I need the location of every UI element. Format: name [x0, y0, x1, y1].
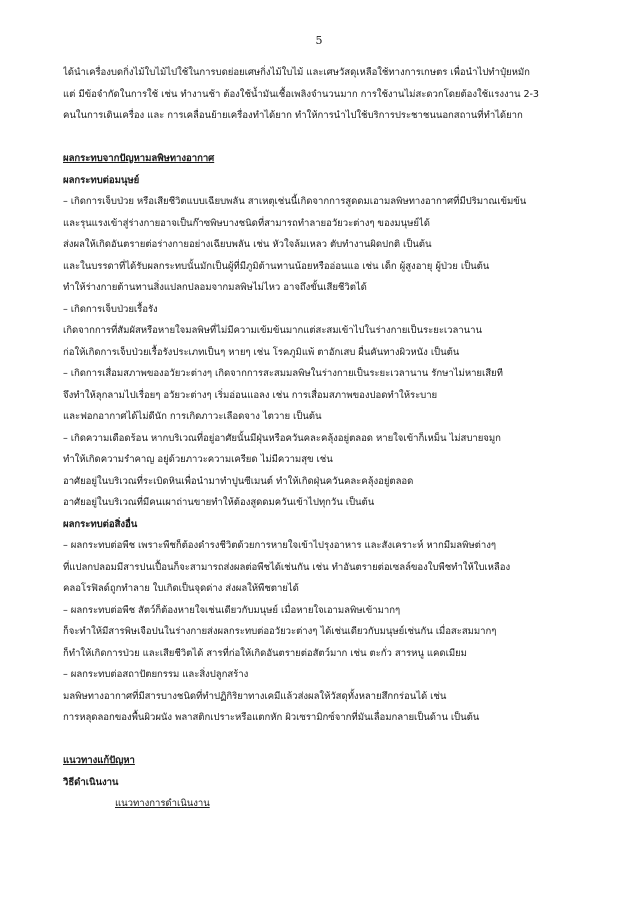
human-effects-line: – เกิดการเจ็บป่วยเรื้อรัง	[63, 303, 158, 315]
other-effects-line: มลพิษทางอากาศที่มีสารบางชนิดที่ทำปฏิกิริยาทางเคมีแล้วส่งผลให้วัสดุทั้งหลายสึกกร่อนได้ เช่น	[63, 690, 447, 702]
other-effects-line: – ผลกระทบต่อพืช สัตว์ก็ต้องหายใจเช่นเดียวกับมนุษย์ เมื่อหายใจเอามลพิษเข้ามากๆ	[63, 604, 401, 616]
other-effects-line: – ผลกระทบต่อพืช เพราะพืชก็ต้องดำรงชีวิตด้วยการหายใจเข้าไปรุงอาหาร และสังเคราะห์ หากมีมลพิษต่างๆ	[63, 540, 496, 551]
human-effects-line: อาศัยอยู่ในบริเวณที่มีคนเผาถ่านขายทำให้ต้องสูดดมควันเข้าไปทุกวัน เป็นต้น	[63, 497, 375, 508]
spacer	[63, 729, 598, 751]
human-effects-line: – เกิดการเจ็บป่วย หรือเสียชีวิตแบบเฉียบพลัน สาเหตุเช่นนี้เกิดจากการสูดดมเอามลพิษทางอากาศที่มีปริมาณเข้มข้น	[63, 196, 527, 207]
human-effects-heading: ผลกระทบต่อมนุษย์	[63, 174, 140, 186]
human-effects-line: ทำให้ร่างกายต้านทานสิ่งแปลกปลอมจากมลพิษไม่ไหว อาจถึงขั้นเสียชีวิตได้	[63, 282, 367, 293]
effects-section-heading: ผลกระทบจากปัญหามลพิษทางอากาศ	[63, 153, 215, 164]
intro-line-3: คนในการเดินเครื่อง และ การเคลื่อนย้ายเครื่องทำได้ยาก ทำให้การนำไปใช้บริการประชาชนนอกสถานที่ทำได้ยาก	[63, 110, 523, 121]
solutions-section-heading: แนวทางแก้ปัญหา	[63, 755, 135, 766]
other-effects-line: – ผลกระทบต่อสถาปัตยกรรม และสิ่งปลูกสร้าง	[63, 669, 249, 680]
other-effects-line: ที่แปลกปลอมมีสารปนเปื้อนก็จะสามารถส่งผลต่อพืชได้เช่นกัน เช่น ทำอันตรายต่อเซลล์ของใบพืชทำให้ใบเหลือง	[63, 561, 511, 573]
human-effects-line: – เกิดการเสื่อมสภาพของอวัยวะต่างๆ เกิดจากการสะสมมลพิษในร่างกายเป็นระยะเวลานาน รักษาไม่หายเสียที	[63, 368, 503, 379]
intro-line-1: ได้นำเครื่องบดกิ่งไม้ใบไม้ไปใช้ในการบดย่อยเศษกิ่งไม้ใบไม้ และเศษวัสดุเหลือใช้ทางการเกษตร เพื่อนำไปทำปุ๋ยหมัก	[63, 67, 530, 78]
other-effects-heading: ผลกระทบต่อสิ่งอื่น	[63, 518, 138, 530]
human-effects-line: และฟอกอากาศได้ไม่ดีนัก การเกิดภาวะเลือดจาง ไตวาย เป็นต้น	[63, 411, 322, 422]
other-effects-line: การหลุดลอกของพื้นผิวผนัง พลาสติกเปราะหรือแตกหัก ผิวเซรามิกซ์จากที่มันเลื่อมกลายเป็นด้าน เป็นต้น	[63, 712, 480, 723]
intro-line-2: แต่ มีข้อจำกัดในการใช้ เช่น ทำงานช้า ต้องใช้น้ำมันเชื้อเพลิงจำนวนมาก การใช้งานไม่สะดวกโดยต้องใช้แรงงาน 2-3	[63, 88, 539, 100]
other-effects-line: คลอโรฟิลด์ถูกทำลาย ใบเกิดเป็นจุดด่าง ส่งผลให้พืชตายได้	[63, 583, 299, 594]
human-effects-line: และในบรรดาที่ได้รับผลกระทบนั้นมักเป็นผู้ที่มีภูมิต้านทานน้อยหรืออ่อนแอ เช่น เด็ก ผู้สูงอายุ ผู้ป่วย เป็นต้น	[63, 260, 490, 272]
human-effects-line: ก่อให้เกิดการเจ็บป่วยเรื้อรังประเภทเป็นๆ หายๆ เช่น โรคภูมิแพ้ ตาอักเสบ ผื่นคันทางผิวหนัง เป็นต้น	[63, 346, 460, 358]
human-effects-line: อาศัยอยู่ในบริเวณที่ระเบิดหินเพื่อนำมาทำปูนซีเมนต์ ทำให้เกิดฝุ่นควันคละคลุ้งอยู่ตลอด	[63, 475, 414, 487]
human-effects-line: ทำให้เกิดความรำคาญ อยู่ด้วยภาวะความเครียด ไม่มีความสุข เช่น	[63, 454, 333, 465]
human-effects-line: และรุนแรงเข้าสู่ร่างกายอาจเป็นก๊าซพิษบางชนิดที่สามารถทำลายอวัยวะต่างๆ ของมนุษย์ได้	[63, 217, 430, 229]
page-number: 5	[315, 34, 323, 47]
other-effects-line: ก็ทำให้เกิดการป่วย และเสียชีวิตได้ สารที่ก่อให้เกิดอันตรายต่อสัตว์มาก เช่น ตะกั่ว สารหนู แคดเมียม	[63, 647, 467, 659]
human-effects-line: จึงทำให้ลุกลามไปเรื่อยๆ อวัยวะต่างๆ เริ่มอ่อนแอลง เช่น การเสื่อมสภาพของปอดทำให้ระบาย	[63, 389, 438, 401]
approach-label: แนวทางการดำเนินงาน	[115, 798, 210, 809]
spacer	[63, 127, 598, 149]
method-heading: วิธีดำเนินงาน	[63, 776, 119, 788]
human-effects-line: เกิดจากการที่สัมผัสหรือหายใจมลพิษที่ไม่มีความเข้มข้นมากแต่สะสมเข้าไปในร่างกายเป็นระยะเวลานาน	[63, 325, 483, 336]
page-content	[63, 62, 598, 815]
human-effects-line: ส่งผลให้เกิดอันตรายต่อร่างกายอย่างเฉียบพลัน เช่น หัวใจล้มเหลว ตับทำงานผิดปกติ เป็นต้น	[63, 239, 432, 250]
human-effects-line: – เกิดความเดือดร้อน หากบริเวณที่อยู่อาศัยนั้นมีฝุ่นหรือควันคละคลุ้งอยู่ตลอด หายใจเข้าก็เหม็น ไม่สบายจมูก	[63, 432, 501, 444]
other-effects-line: ก็จะทำให้มีสารพิษเจือปนในร่างกายส่งผลกระทบต่ออวัยวะต่างๆ ได้เช่นเดียวกับมนุษย์เช่นกัน เมื่อสะสมมากๆ	[63, 626, 497, 637]
